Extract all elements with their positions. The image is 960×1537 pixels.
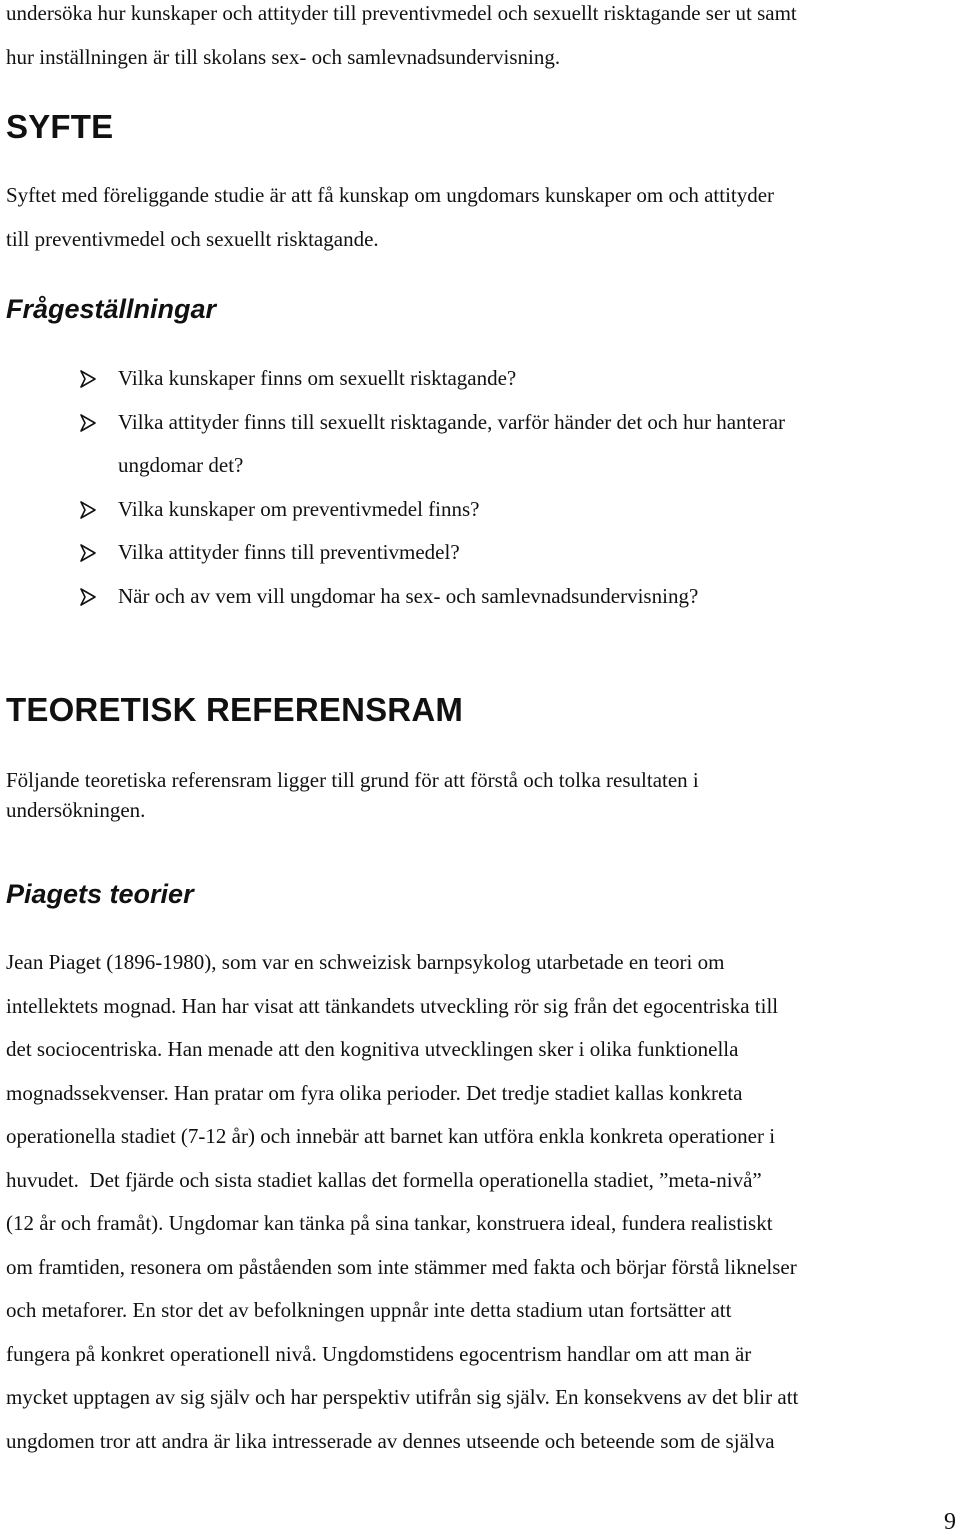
- list-item: [80, 531, 940, 575]
- teoretisk-line: Följande teoretiska referensram ligger till grund för att förstå och tolka resultaten i: [6, 768, 699, 792]
- list-item: [80, 401, 940, 488]
- list-item: [80, 357, 940, 401]
- arrow-bullet-icon: [80, 501, 96, 519]
- piaget-line: huvudet. Det fjärde och sista stadiet kallas det formella operationella stadiet, ”meta-nivå”: [6, 1167, 762, 1192]
- piaget-line: (12 år och framåt). Ungdomar kan tänka på sina tankar, konstruera ideal, fundera realistiskt: [6, 1211, 773, 1235]
- intro-paragraph: [6, 0, 954, 79]
- piaget-line: intellektets mognad. Han har visat att tänkandets utveckling rör sig från det egocentriska till: [6, 993, 779, 1018]
- syfte-line: till preventivmedel och sexuellt risktagande.: [6, 226, 379, 251]
- question-text: När och av vem vill ungdomar ha sex- och samlevnadsundervisning?: [118, 583, 699, 608]
- syfte-heading: SYFTE: [6, 108, 114, 145]
- arrow-bullet-icon: [80, 414, 96, 432]
- arrow-bullet-icon: [80, 588, 96, 606]
- list-item: [80, 488, 940, 532]
- intro-line: hur inställningen är till skolans sex- och samlevnadsundervisning.: [6, 44, 561, 69]
- arrow-bullet-icon: [80, 544, 96, 562]
- teoretisk-heading: TEORETISK REFERENSRAM: [6, 691, 464, 728]
- piaget-line: det sociocentriska. Han menade att den kognitiva utvecklingen sker i olika funktionella: [6, 1037, 739, 1061]
- question-list: [80, 357, 940, 618]
- question-text: Vilka attityder finns till preventivmedel?: [118, 540, 460, 564]
- piaget-heading: Piagets teorier: [6, 879, 194, 909]
- question-text: Vilka kunskaper om preventivmedel finns?: [118, 496, 480, 521]
- piaget-line: mycket upptagen av sig själv och har perspektiv utifrån sig själv. En konsekvens av det blir att: [6, 1385, 799, 1409]
- piaget-line: mognadssekvenser. Han pratar om fyra olika perioder. Det tredje stadiet kallas konkreta: [6, 1080, 743, 1105]
- piaget-line: och metaforer. En stor det av befolkningen uppnår inte detta stadium utan fortsätter att: [6, 1298, 732, 1322]
- list-item: [80, 575, 940, 619]
- intro-line: undersöka hur kunskaper och attityder till preventivmedel och sexuellt risktagande ser ut samt: [6, 1, 797, 25]
- question-text-continued: ungdomar det?: [118, 453, 244, 477]
- teoretisk-line: undersökningen.: [6, 798, 146, 822]
- piaget-line: operationella stadiet (7-12 år) och innebär att barnet kan utföra enkla konkreta operationer i: [6, 1124, 776, 1148]
- syfte-paragraph: [6, 174, 954, 261]
- piaget-line: fungera på konkret operationell nivå. Ungdomstidens egocentrism handlar om att man är: [6, 1341, 752, 1366]
- page-number: 9: [944, 1509, 956, 1535]
- fragestallningar-heading: Frågeställningar: [6, 294, 217, 324]
- teoretisk-paragraph: [6, 765, 954, 825]
- arrow-bullet-icon: [80, 370, 96, 388]
- syfte-line: Syftet med föreliggande studie är att få kunskap om ungdomars kunskaper om och attityder: [6, 183, 775, 207]
- question-text: Vilka kunskaper finns om sexuellt risktagande?: [118, 366, 517, 390]
- question-text: Vilka attityder finns till sexuellt risktagande, varför händer det och hur hanterar: [118, 409, 786, 434]
- piaget-line: om framtiden, resonera om påståenden som inte stämmer med fakta och börjar förstå liknelser: [6, 1254, 797, 1279]
- piaget-line: Jean Piaget (1896-1980), som var en schweizisk barnpsykolog utarbetade en teori om: [6, 950, 725, 974]
- piaget-paragraph: [6, 941, 954, 1463]
- piaget-line: ungdomen tror att andra är lika intresserade av dennes utseende och beteende som de själva: [6, 1428, 775, 1453]
